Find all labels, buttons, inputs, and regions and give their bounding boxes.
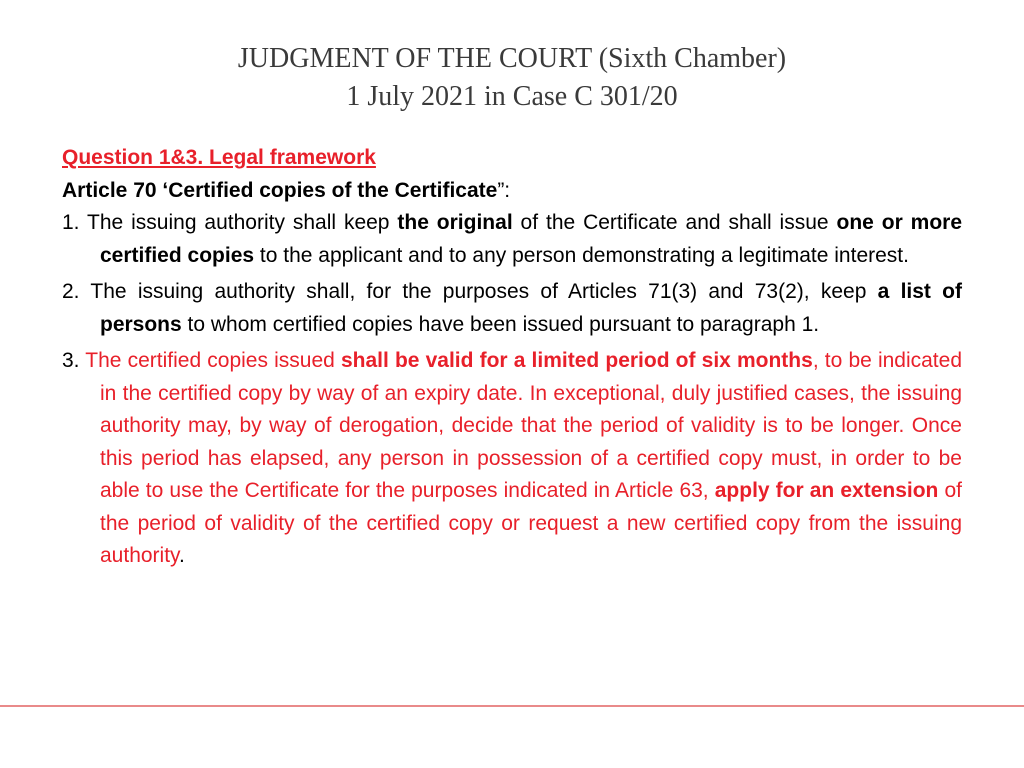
paragraph-1 (62, 207, 962, 272)
p1-text-2: of the Certificate and shall issue (512, 211, 837, 234)
article-name: Certified copies of the Certificate (168, 178, 498, 202)
p3-text-3: of the period of validity of the certified copy or request a new certified copy from the issuing authority (100, 479, 962, 567)
p2-text-1: 2. The issuing authority shall, for the purposes of Articles 71(3) and 73(2), keep (62, 280, 878, 303)
slide-title (0, 40, 1024, 116)
p3-number: 3. (62, 349, 86, 372)
p1-bold-2: one or more certified copies (100, 211, 962, 267)
p1-text-1: 1. The issuing authority shall keep (62, 211, 398, 234)
paragraph-3 (62, 345, 962, 573)
p3-bold-1: shall be valid for a limited period of six months (340, 349, 813, 372)
title-line-2: 1 July 2021 in Case C 301/20 (346, 81, 678, 112)
slide-content (62, 142, 962, 577)
p1-bold-1: the original (397, 211, 513, 234)
section-heading: Question 1&3. Legal framework (62, 146, 376, 169)
p3-end: . (179, 544, 185, 567)
p3-text-2: , to be indicated in the certified copy by way of an expiry date. In exceptional, duly justified cases, the issuing authority may, by way of derogation, decide that the period of validity is to be longer. Once this period has elapsed, any person in possession of a certified copy must, in order to be able to use the Certificate for the purposes indicated in Article 63, (100, 349, 962, 502)
p3-text-1: The certified copies issued (85, 349, 341, 372)
footer-divider (0, 705, 1024, 707)
article-suffix: ”: (497, 178, 511, 202)
title-line-1: JUDGMENT OF THE COURT (Sixth Chamber) (237, 43, 787, 74)
paragraph-2 (62, 276, 962, 341)
p1-text-3: to the applicant and to any person demonstrating a legitimate interest. (254, 243, 909, 267)
article-prefix: Article 70 ‘ (62, 178, 169, 202)
p3-bold-2: apply for an extension (714, 479, 939, 502)
p2-text-2: to whom certified copies have been issued pursuant to paragraph 1. (181, 312, 820, 336)
article-heading (62, 175, 962, 208)
p2-bold-1: a list of persons (100, 280, 963, 336)
